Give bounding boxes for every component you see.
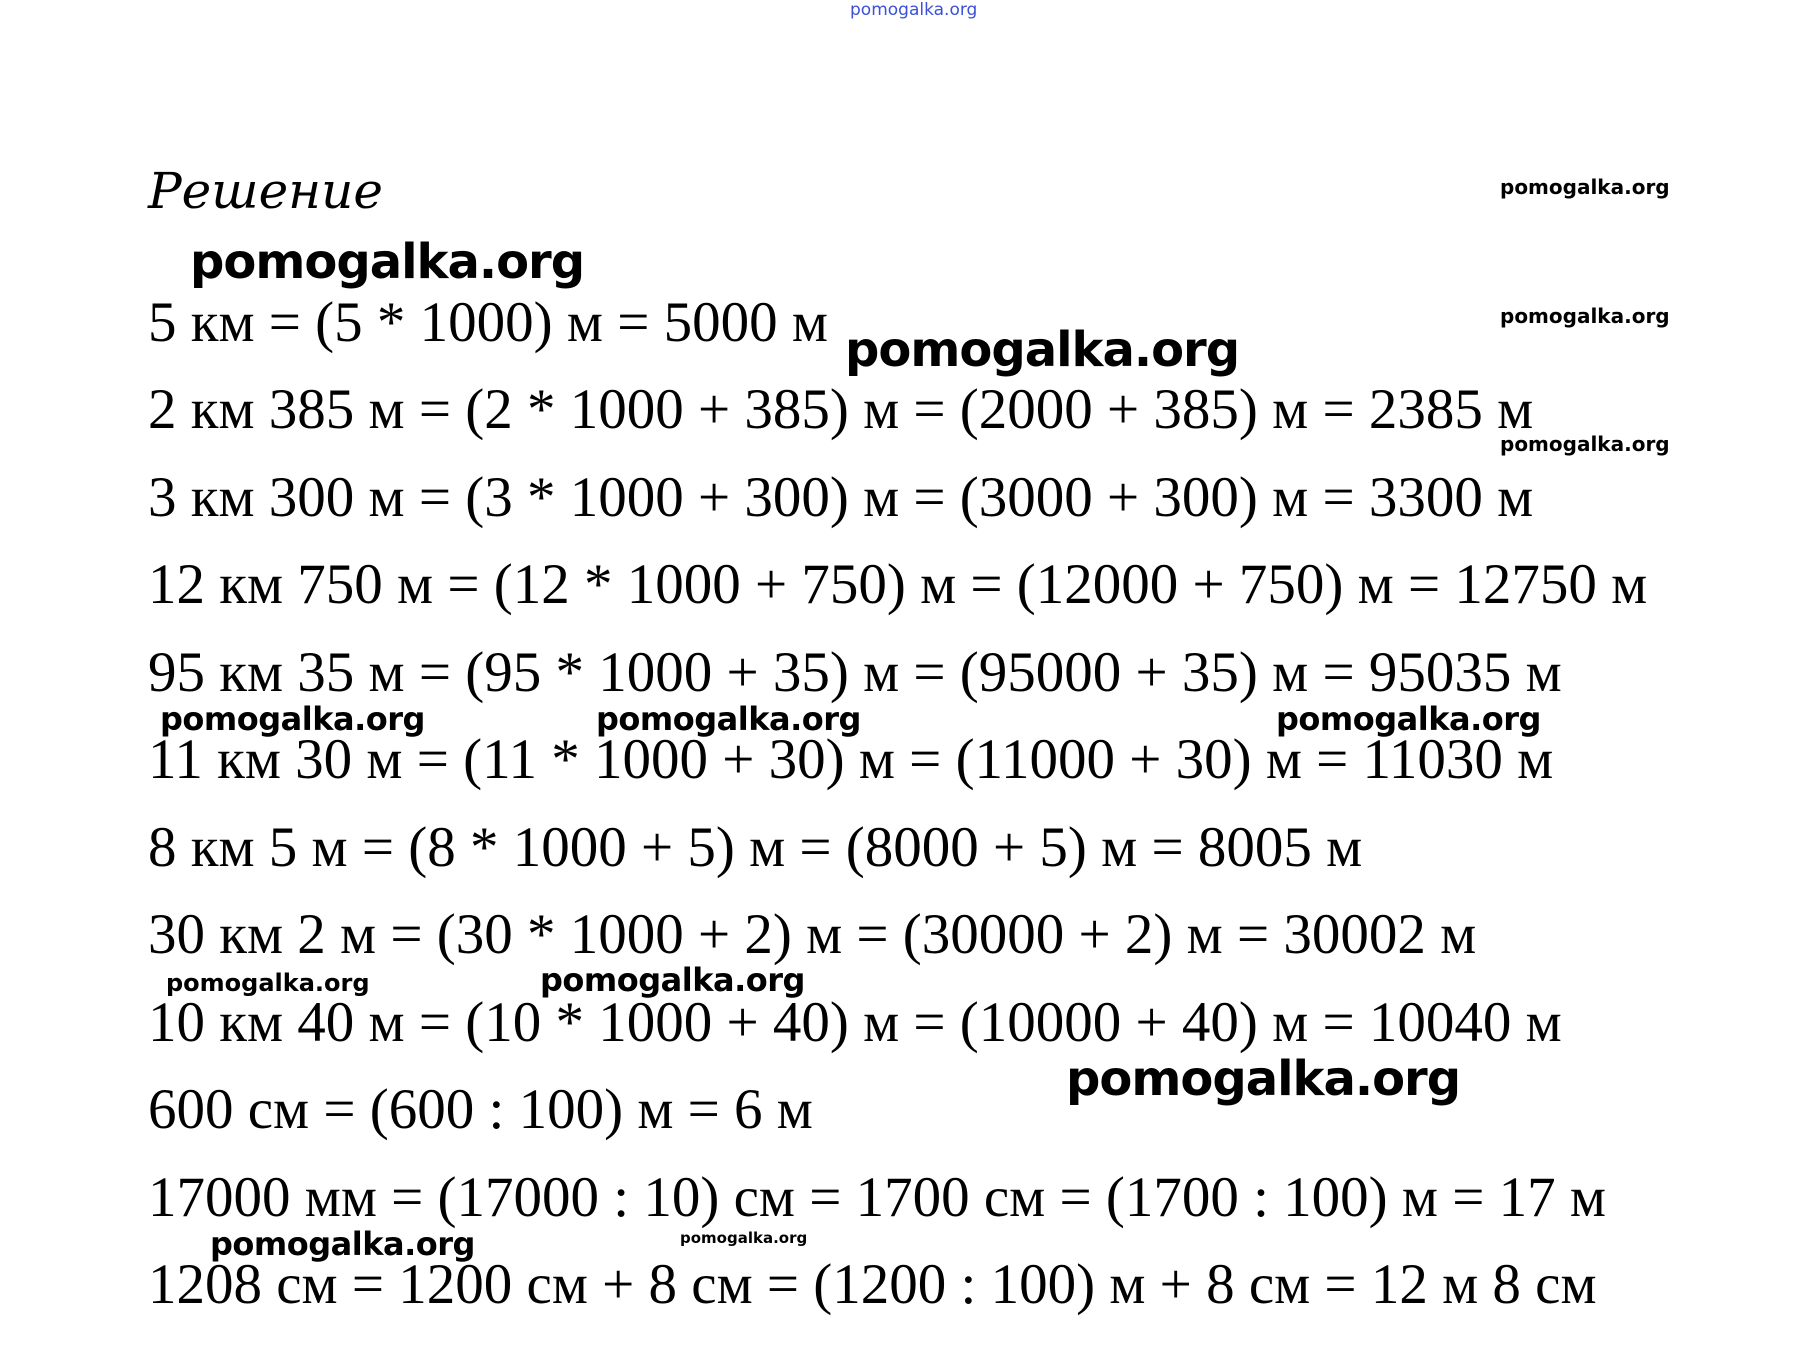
solution-line-6: 11 км 30 м = (11 * 1000 + 30) м = (11000 + 30) м = 11030 м [148, 728, 1554, 791]
watermark: pomogalka.org [166, 969, 370, 997]
solution-line-3: 3 км 300 м = (3 * 1000 + 300) м = (3000 + 300) м = 3300 м [148, 466, 1534, 529]
solution-line-9: 10 км 40 м = (10 * 1000 + 40) м = (10000 + 40) м = 10040 м [148, 991, 1562, 1054]
solution-line-8: 30 км 2 м = (30 * 1000 + 2) м = (30000 + 2) м = 30002 м [148, 903, 1477, 966]
solution-line-5: 95 км 35 м = (95 * 1000 + 35) м = (95000 + 35) м = 95035 м [148, 641, 1562, 704]
solution-line-11: 17000 мм = (17000 : 10) см = 1700 см = (1700 : 100) м = 17 м [148, 1166, 1606, 1229]
solution-line-12: 1208 см = 1200 см + 8 см = (1200 : 100) м + 8 см = 12 м 8 см [148, 1253, 1597, 1316]
watermark: pomogalka.org [1500, 432, 1670, 456]
watermark: pomogalka.org [1276, 700, 1541, 738]
solution-title: Решение [148, 162, 383, 220]
watermark: pomogalka.org [1066, 1051, 1461, 1107]
solution-line-10: 600 см = (600 : 100) м = 6 м [148, 1078, 813, 1141]
watermark: pomogalka.org [1500, 175, 1670, 199]
site-link[interactable]: pomogalka.org [850, 0, 978, 20]
watermark: pomogalka.org [160, 700, 425, 738]
watermark: pomogalka.org [190, 234, 585, 290]
watermark: pomogalka.org [210, 1225, 475, 1263]
watermark: pomogalka.org [845, 322, 1240, 378]
watermark: pomogalka.org [596, 700, 861, 738]
solution-line-1: 5 км = (5 * 1000) м = 5000 м [148, 291, 828, 354]
solution-line-4: 12 км 750 м = (12 * 1000 + 750) м = (12000 + 750) м = 12750 м [148, 553, 1648, 616]
watermark: pomogalka.org [1500, 304, 1670, 328]
watermark: pomogalka.org [680, 1229, 808, 1247]
watermark: pomogalka.org [540, 961, 805, 999]
solution-line-7: 8 км 5 м = (8 * 1000 + 5) м = (8000 + 5) м = 8005 м [148, 816, 1363, 879]
solution-line-2: 2 км 385 м = (2 * 1000 + 385) м = (2000 + 385) м = 2385 м [148, 378, 1534, 441]
